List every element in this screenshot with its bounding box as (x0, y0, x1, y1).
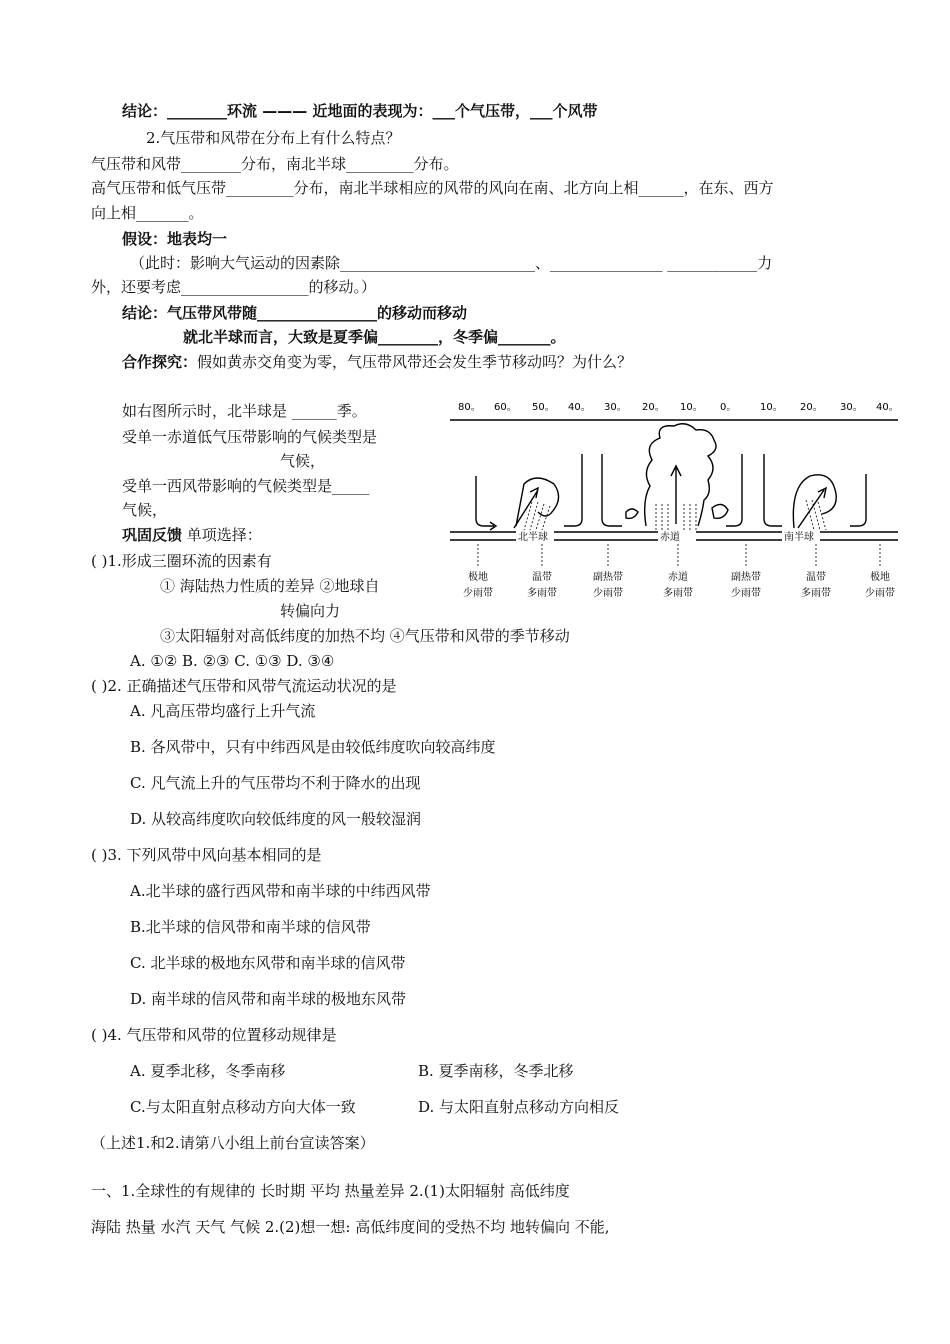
zone-rain: 多雨带 (801, 588, 831, 599)
q4-option-b: B. 夏季南移，冬季北移 (418, 1062, 574, 1080)
q4-option-a: A. 夏季北移，冬季南移 (130, 1062, 286, 1080)
q4-stem: ( )4. 气压带和风带的位置移动规律是 (91, 1026, 337, 1044)
surface-label: 赤道 (660, 532, 680, 543)
q3-option-b: B.北半球的信风带和南半球的信风带 (130, 918, 371, 936)
q1-options-3: ③太阳辐射对高低纬度的加热不均 ④气压带和风带的季节移动 (160, 627, 570, 645)
feedback-sub: 单项选择： (182, 526, 262, 544)
subtropic-descent-left-s (726, 454, 742, 526)
q1-options-1: ① 海陆热力性质的差异 ②地球自 (160, 577, 380, 595)
latitude-label: 20。 (642, 402, 665, 413)
q3-option-d: D. 南半球的信风带和南半球的极地东风带 (130, 990, 407, 1008)
zone-name: 温带 (532, 572, 552, 583)
q1-options-2: 转偏向力 (280, 602, 341, 620)
small-cloud-left (626, 509, 638, 518)
q2-option-b: B. 各风带中，只有中纬西风是由较低纬度吹向较高纬度 (130, 738, 496, 756)
text-line-15: 受单一西风带影响的气候类型是_____ (122, 477, 370, 495)
latitude-label: 60。 (494, 402, 517, 413)
latitude-label: 0。 (720, 402, 737, 413)
question-2: 2.气压带和风带在分布上有什么特点？ (146, 129, 401, 147)
q1-stem: ( )1.形成三圈环流的因素有 (91, 552, 272, 570)
feedback-label: 巩固反馈 (122, 526, 183, 544)
zone-name: 副热带 (731, 572, 761, 583)
zone-rain: 少雨带 (865, 588, 895, 599)
latitude-label: 40。 (876, 402, 899, 413)
polar-descent-arrow (476, 476, 494, 526)
north-cloud (516, 478, 559, 526)
small-cloud-right (712, 504, 728, 518)
zone-name: 温带 (806, 572, 826, 583)
conclusion-line-3: 就北半球而言，大致是夏季偏________，冬季偏_______。 (183, 328, 566, 346)
text-line-16: 气候， (122, 501, 168, 519)
text-line-14: 气候， (280, 452, 326, 470)
zone-name: 极地 (870, 572, 890, 583)
zone-name: 副热带 (593, 572, 623, 583)
text-line-3: 气压带和风带________分布，南北半球_________分布。 (91, 155, 459, 173)
q1-answers: A. ①② B. ②③ C. ①③ D. ③④ (130, 652, 335, 670)
zone-rain: 少雨带 (593, 588, 623, 599)
zone-rain: 少雨带 (731, 588, 761, 599)
text-line-8: 外，还要考虑_________________的移动。） (91, 278, 377, 296)
zone-rain: 多雨带 (527, 588, 557, 599)
text-line-7: （此时：影响大气运动的因素除__________________________、_______________ ____________力 (130, 254, 773, 272)
q3-option-a: A.北半球的盛行西风带和南半球的中纬西风带 (130, 882, 431, 900)
q2-option-a: A. 凡高压带均盛行上升气流 (130, 702, 316, 720)
latitude-label: 50。 (532, 402, 555, 413)
hypothesis-heading: 假设：地表均一 (122, 230, 228, 248)
q2-option-d: D. 从较高纬度吹向较低纬度的风一般较湿润 (130, 810, 422, 828)
text-line-4: 高气压带和低气压带_________分布，南北半球相应的风带的风向在南、北方向上相______，在东、西方 (91, 179, 774, 197)
q4-option-c: C.与太阳直射点移动方向大体一致 (130, 1098, 356, 1116)
latitude-label: 10。 (680, 402, 703, 413)
cooperation-label: 合作探究： (122, 353, 198, 371)
latitude-label: 80。 (458, 402, 481, 413)
circulation-diagram (446, 394, 902, 606)
south-cloud (793, 475, 836, 528)
q2-option-c: C. 凡气流上升的气压带均不利于降水的出现 (130, 774, 421, 792)
zone-name: 赤道 (668, 572, 688, 583)
answer-line-1: 一、1.全球性的有规律的 长时期 平均 热量差异 2.(1)太阳辐射 高低纬度 (91, 1182, 570, 1200)
latitude-label: 30。 (840, 402, 863, 413)
surface-label: 南半球 (784, 532, 814, 543)
conclusion-line-1: 结论：________环流 ——— 近地面的表现为：___个气压带，___个风带 (122, 102, 598, 120)
zone-rain: 少雨带 (463, 588, 493, 599)
latitude-label: 10。 (760, 402, 783, 413)
polar-descent-arrow-s (850, 474, 866, 526)
subtropic-descent-right-s (764, 454, 782, 526)
feedback-line (122, 525, 262, 545)
subtropic-descent-right (602, 454, 622, 526)
latitude-label: 20。 (800, 402, 823, 413)
subtropic-descent-left (564, 454, 582, 526)
surface-label: 北半球 (518, 532, 548, 543)
conclusion-line-2: 结论：气压带风带随________________的移动而移动 (122, 304, 468, 322)
q3-option-c: C. 北半球的极地东风带和南半球的信风带 (130, 954, 406, 972)
q3-stem: ( )3. 下列风带中风向基本相同的是 (91, 846, 322, 864)
cooperation-question: 假如黄赤交角变为零，气压带风带还会发生季节移动吗？为什么？ (197, 353, 633, 371)
zone-name: 极地 (468, 572, 488, 583)
note-line: （上述1.和2.请第八小组上前台宣读答案） (91, 1134, 375, 1152)
cooperation-line (122, 352, 632, 372)
text-line-12: 如右图所示时，北半球是 ______季。 (122, 402, 367, 420)
q2-stem: ( )2. 正确描述气压带和风带气流运动状况的是 (91, 677, 397, 695)
answer-line-2: 海陆 热量 水汽 天气 气候 2.(2)想一想: 高低纬度间的受热不均 地转偏向 不能, (91, 1218, 610, 1236)
latitude-label: 40。 (568, 402, 591, 413)
q4-option-d: D. 与太阳直射点移动方向相反 (418, 1098, 620, 1116)
zone-rain: 多雨带 (663, 588, 693, 599)
latitude-label: 30。 (604, 402, 627, 413)
south-front-arrow (798, 490, 824, 528)
text-line-5: 向上相_______。 (91, 204, 204, 222)
text-line-13: 受单一赤道低气压带影响的气候类型是 (122, 428, 378, 446)
